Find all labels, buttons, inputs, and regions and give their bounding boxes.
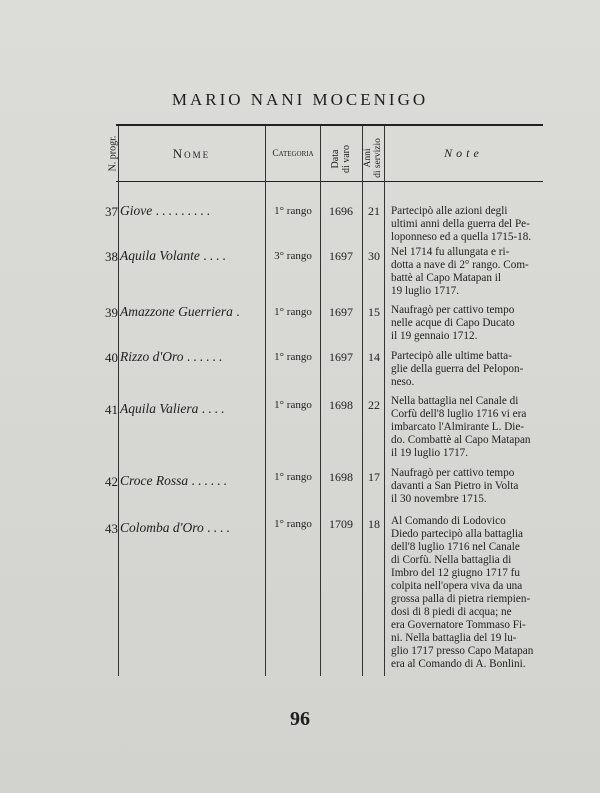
row-41-anni: 22 — [368, 398, 380, 412]
row-41-number: 41 — [105, 402, 118, 417]
row-41-name-text: Aquila Valiera — [120, 401, 199, 416]
row-40-note — [391, 350, 551, 389]
note-line: dosi di 8 piedi di acqua; ne — [391, 606, 512, 618]
row-39-name-text: Amazzone Guerriera — [120, 304, 233, 319]
note-line: Nella battaglia nel Canale di — [391, 395, 519, 407]
note-line: nelle acque di Capo Ducato — [391, 317, 515, 329]
divider-anni — [384, 126, 385, 676]
row-39-dots: . — [236, 304, 243, 319]
note-line: Partecipò alle azioni degli — [391, 205, 508, 217]
row-43-anni: 18 — [368, 517, 380, 531]
row-40-name — [120, 349, 225, 365]
header-anni-line2: di servizio — [373, 138, 383, 178]
divider-prog — [118, 126, 119, 676]
row-42-name-text: Croce Rossa — [120, 473, 189, 488]
row-42-note — [391, 467, 551, 506]
note-line: Naufragò per cattivo tempo — [391, 467, 515, 479]
row-42-name — [120, 473, 230, 489]
note-line: neso. — [391, 376, 415, 388]
row-40-varo: 1697 — [329, 350, 353, 364]
row-38-anni: 30 — [368, 249, 380, 263]
row-39-name — [120, 304, 243, 320]
row-41-note — [391, 395, 551, 460]
running-head: MARIO NANI MOCENIGO — [171, 90, 429, 109]
row-37-varo: 1696 — [329, 204, 353, 218]
note-line: il 19 luglio 1717. — [391, 447, 469, 459]
row-41-dots: .... — [201, 401, 228, 416]
note-line: colpita nell'opera viva da una — [391, 580, 523, 592]
row-43-category: 1° rango — [274, 518, 312, 530]
note-line: 19 luglio 1717. — [391, 285, 460, 297]
row-40-name-text: Rizzo d'Oro — [120, 349, 184, 364]
note-line: loponneso ed a quella 1715-18. — [391, 231, 532, 243]
row-38-varo: 1697 — [329, 249, 353, 263]
note-line: il 19 gennaio 1712. — [391, 330, 478, 342]
row-43-name — [120, 520, 233, 536]
row-38-name — [120, 248, 229, 264]
row-39-note — [391, 304, 551, 343]
row-38-dots: .... — [203, 248, 229, 263]
row-42-number: 42 — [105, 474, 118, 489]
row-37-category: 1° rango — [274, 205, 312, 217]
header-anni-line1: Anni — [363, 148, 373, 168]
row-39-category: 1° rango — [274, 306, 312, 318]
row-38-category: 3° rango — [274, 250, 312, 262]
header-prog: N. progr. — [107, 135, 119, 172]
row-42-dots: ...... — [191, 473, 230, 488]
note-line: davanti a San Pietro in Volta — [391, 480, 519, 492]
row-43-number: 43 — [105, 521, 118, 536]
note-line: grossa palla di pietra riempien- — [391, 593, 531, 605]
row-37-name-text: Giove — [120, 203, 153, 218]
row-43-varo: 1709 — [329, 517, 353, 531]
row-40-anni: 14 — [368, 350, 380, 364]
row-42-anni: 17 — [368, 470, 380, 484]
row-43-note — [391, 515, 551, 671]
row-38-number: 38 — [105, 249, 118, 264]
note-line: ni. Nella battaglia del 19 lu- — [391, 632, 517, 644]
row-37-dots: ......... — [155, 203, 213, 218]
note-line: glie della guerra del Pelopon- — [391, 363, 524, 375]
header-data-varo-line1: Data — [330, 149, 341, 169]
row-40-dots: ...... — [186, 349, 226, 364]
note-line: dell'8 luglio 1716 nel Canale — [391, 541, 520, 553]
row-43-name-text: Colomba d'Oro — [120, 520, 204, 535]
header-nome: Nome — [172, 146, 211, 161]
row-39-varo: 1697 — [329, 305, 353, 319]
row-38-note — [391, 246, 551, 298]
note-line: era Governatore Tommaso Fi- — [391, 619, 526, 631]
note-line: dotta a nave di 2° rango. Com- — [391, 259, 529, 271]
note-line: il 30 novembre 1715. — [391, 493, 487, 505]
note-line: glio 1717 presso Capo Matapan — [391, 645, 534, 657]
row-37-note — [391, 205, 551, 244]
divider-varo — [362, 126, 363, 676]
note-line: ultimi anni della guerra del Pe- — [391, 218, 530, 230]
header-data-varo-line2: di varo — [341, 144, 352, 174]
row-42-category: 1° rango — [274, 471, 312, 483]
row-43-dots: .... — [207, 520, 233, 535]
row-37-name — [120, 203, 213, 219]
row-38-name-text: Aquila Volante — [120, 248, 200, 263]
row-39-number: 39 — [105, 305, 118, 320]
note-line: battè al Capo Matapan il — [391, 272, 501, 284]
note-line: do. Combattè al Capo Matapan — [391, 434, 531, 446]
row-41-category: 1° rango — [274, 399, 312, 411]
note-line: Partecipò alle ultime batta- — [391, 350, 512, 362]
row-41-varo: 1698 — [329, 398, 353, 412]
note-line: Diedo partecipò alla battaglia — [391, 528, 524, 540]
header-anni-servizio — [363, 123, 383, 193]
row-37-number: 37 — [105, 204, 118, 219]
row-40-category: 1° rango — [274, 351, 312, 363]
note-line: Nel 1714 fu allungata e ri- — [391, 246, 510, 258]
row-39-anni: 15 — [368, 305, 380, 319]
page-number: 96 — [290, 708, 310, 730]
row-37-anni: 21 — [368, 204, 380, 218]
row-40-number: 40 — [105, 350, 118, 365]
note-line: imbarcato l'Almirante L. Die- — [391, 421, 525, 433]
note-line: Naufragò per cattivo tempo — [391, 304, 515, 316]
header-note: Note — [444, 146, 483, 160]
note-line: Imbro del 12 giugno 1717 fu — [391, 567, 520, 579]
row-42-varo: 1698 — [329, 470, 353, 484]
note-line: Corfù dell'8 luglio 1716 vi era — [391, 408, 527, 420]
header-top-rule — [116, 124, 543, 126]
header-data-varo — [330, 129, 352, 189]
note-line: di Corfù. Nella battaglia di — [391, 554, 512, 566]
note-line: Al Comando di Lodovico — [391, 515, 506, 527]
row-41-name — [120, 401, 227, 417]
header-categoria: Categoria — [272, 149, 314, 159]
note-line: era al Comando di A. Bonlini. — [391, 658, 526, 670]
